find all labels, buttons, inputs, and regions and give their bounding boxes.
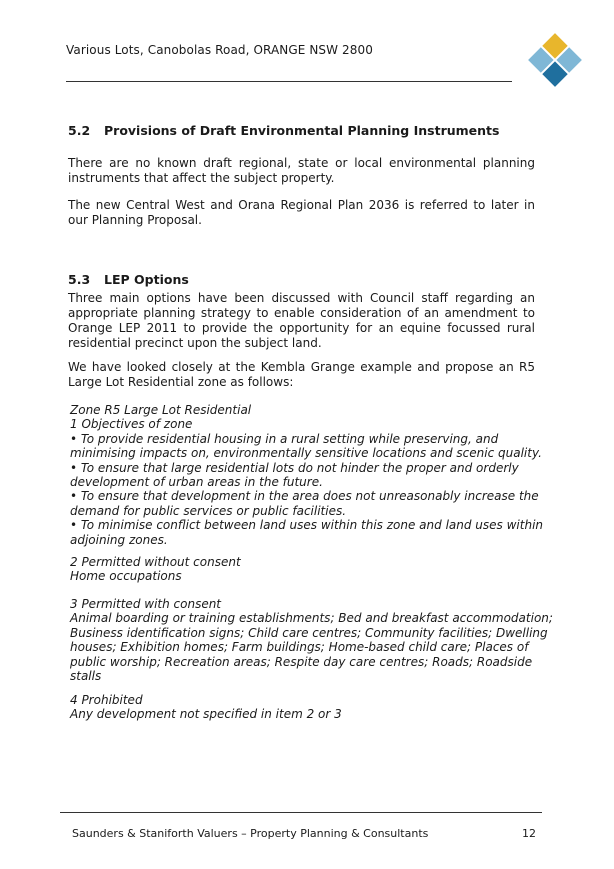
zone-line: Business identification signs; Child care centres; Community facilities; Dwelling [70, 625, 548, 640]
section-5-2-paragraph-1: There are no known draft regional, state or local environmental planning instruments that affect the subject property. [68, 156, 535, 185]
zone-permitted-without-consent-block [70, 555, 540, 584]
section-5-2-paragraph-2: The new Central West and Orana Regional Plan 2036 is referred to later in our Planning Proposal. [68, 198, 535, 227]
zone-line: demand for public services or public facilities. [70, 503, 347, 518]
section-5-2-title: Provisions of Draft Environmental Planning Instruments [104, 123, 500, 138]
section-5-3-paragraph-1: Three main options have been discussed with Council staff regarding an appropriate planning strategy to enable consideration of an amendment to Orange LEP 2011 to provide the opportunity for an equine focussed rural residential precinct upon the subject land. [68, 291, 535, 350]
section-5-3-number: 5.3 [68, 272, 91, 287]
zone-line: Zone R5 Large Lot Residential [70, 403, 252, 417]
section-5-3-paragraph-2: We have looked closely at the Kembla Grange example and propose an R5 Large Lot Residential zone as follows: [68, 360, 535, 389]
section-5-3-heading [68, 272, 189, 287]
zone-line: • To ensure that large residential lots do not hinder the proper and orderly [70, 460, 519, 475]
zone-line: public worship; Recreation areas; Respite day care centres; Roads; Roadside [70, 654, 533, 669]
zone-line: Animal boarding or training establishments; Bed and breakfast accommodation; [70, 611, 553, 626]
company-logo [527, 32, 583, 88]
zone-line: Any development not specified in item 2 or 3 [70, 707, 342, 722]
zone-line: minimising impacts on, environmentally sensitive locations and scenic quality. [70, 446, 542, 461]
footer-divider [60, 812, 542, 813]
zone-line: 2 Permitted without consent [70, 555, 241, 569]
zone-line: development of urban areas in the future. [70, 475, 323, 490]
zone-permitted-with-consent-block [70, 597, 553, 684]
section-5-3-title: LEP Options [104, 272, 189, 287]
zone-line: adjoining zones. [70, 532, 168, 547]
section-5-2-number: 5.2 [68, 123, 91, 138]
zone-line: houses; Exhibition homes; Farm buildings; Home-based child care; Places of [70, 640, 529, 655]
zone-objectives-block [70, 403, 544, 547]
zone-line: 4 Prohibited [70, 693, 143, 707]
zone-prohibited-block [70, 693, 540, 722]
zone-line: 3 Permitted with consent [70, 597, 222, 611]
zone-line: • To provide residential housing in a rural setting while preserving, and [70, 431, 499, 446]
page-number: 12 [522, 827, 536, 840]
zone-line: • To ensure that development in the area does not unreasonably increase the [70, 489, 539, 504]
zone-line: • To minimise conflict between land uses within this zone and land uses within [70, 518, 544, 533]
footer-company: Saunders & Staniforth Valuers – Property Planning & Consultants [72, 827, 429, 840]
header-address: Various Lots, Canobolas Road, ORANGE NSW 2800 [66, 43, 373, 57]
zone-line: stalls [70, 669, 102, 684]
zone-line: 1 Objectives of zone [70, 417, 193, 432]
header-divider [66, 81, 512, 82]
section-5-2-heading [68, 123, 499, 138]
zone-line: Home occupations [70, 569, 182, 584]
